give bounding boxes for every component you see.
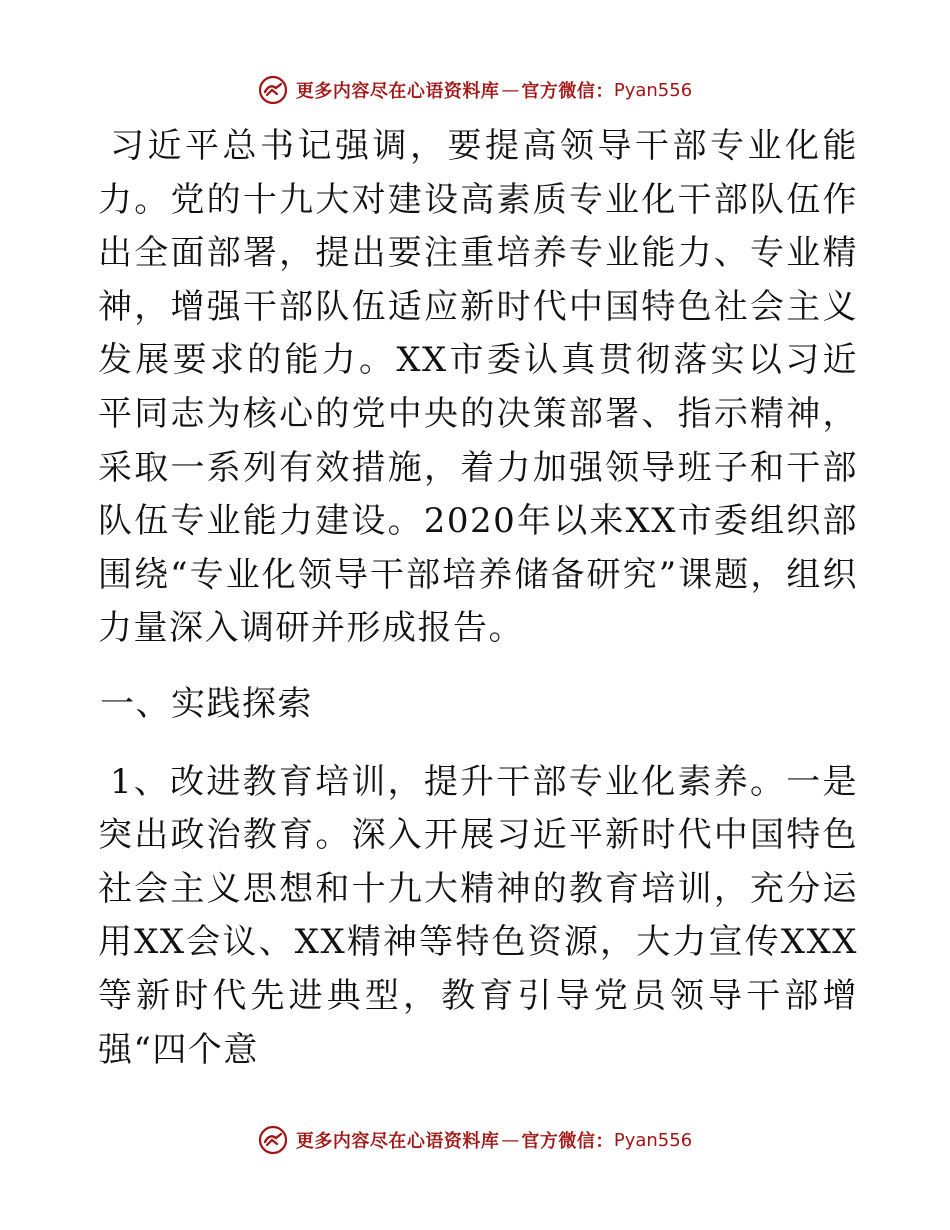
- watermark-handle: Pyan556: [613, 79, 693, 101]
- handshake-logo-icon: [258, 75, 288, 105]
- watermark-text: 更多内容尽在心语资料库: [295, 1131, 500, 1152]
- watermark-suffix: 官方微信：: [521, 81, 614, 102]
- handshake-logo-icon: [258, 1125, 288, 1155]
- header-watermark: [0, 70, 950, 110]
- section-heading: 一、实践探索: [100, 683, 313, 724]
- practice-paragraph: 1、改进教育培训，提升干部专业化素养。一是突出政治教育。深入开展习近平新时代中国特色社会主义思想和十九大精神的教育培训，充分运用XX会议、XX精神等特色资源，大力宣传XXX等新时代先进典型，教育引导党员领导干部增强“四个意: [98, 761, 858, 1070]
- watermark-handle: Pyan556: [613, 1129, 693, 1151]
- watermark-dash: —: [501, 1129, 520, 1151]
- watermark-dash: —: [501, 79, 520, 101]
- watermark-suffix: 官方微信：: [521, 1131, 614, 1152]
- watermark-text: 更多内容尽在心语资料库: [295, 81, 500, 102]
- document-body: [98, 120, 858, 1077]
- footer-watermark: [0, 1120, 950, 1160]
- intro-paragraph: 习近平总书记强调，要提高领导干部专业化能力。党的十九大对建设高素质专业化干部队伍作出全面部署，提出要注重培养专业能力、专业精神，增强干部队伍适应新时代中国特色社会主义发展要求的能力。XX市委认真贯彻落实以习近平同志为核心的党中央的决策部署、指示精神，采取一系列有效措施，着力加强领导班子和干部队伍专业能力建设。2020年以来XX市委组织部围绕“专业化领导干部培养储备研究”课题，组织力量深入调研并形成报告。: [98, 126, 858, 649]
